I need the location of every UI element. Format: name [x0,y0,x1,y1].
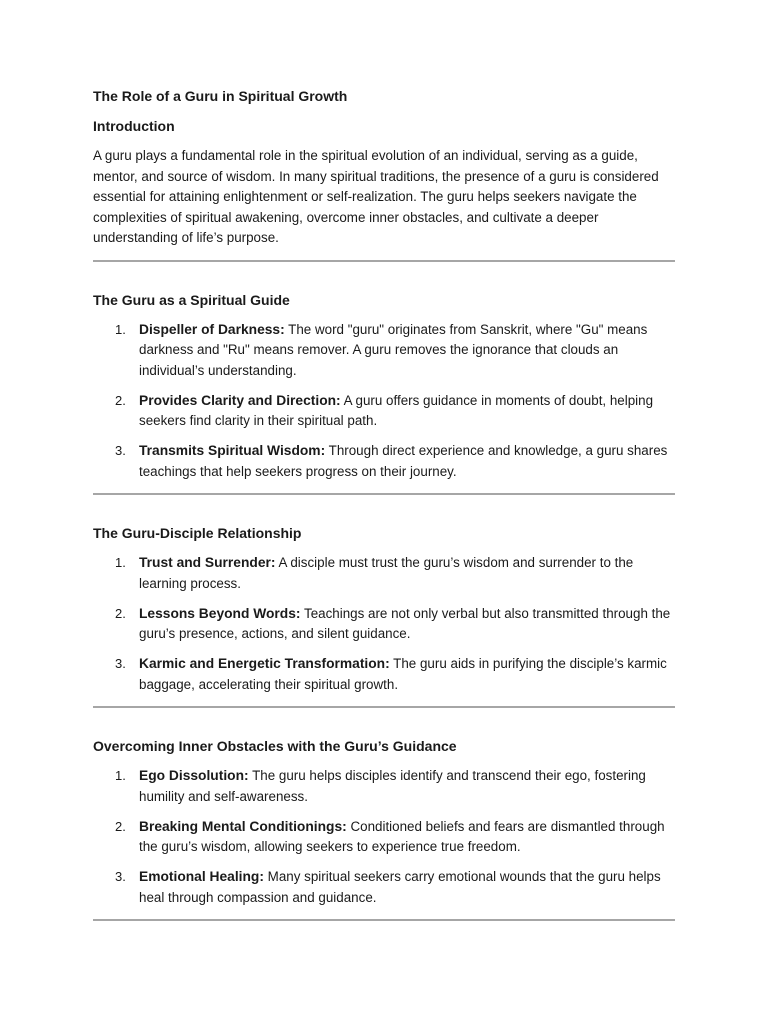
list-number: 2. [115,818,126,834]
section-divider [93,260,675,262]
item-text: Teachings are not only verbal but also transmitted through the guru’s presence, actions, and silent guidance. [139,605,671,641]
item-lead: Provides Clarity and Direction: [139,392,341,408]
item-lead: Trust and Surrender: [139,555,276,570]
list-item [93,553,675,594]
numbered-list [93,766,675,908]
list-item [93,766,675,807]
item-lead: Ego Dissolution: [139,768,249,783]
item-text: Many spiritual seekers carry emotional wounds that the guru helps heal through compassion and guidance. [139,869,661,905]
item-text: Conditioned beliefs and fears are dismantled through the guru’s wisdom, allowing seekers to experience true freedom. [139,818,665,854]
list-number: 1. [115,768,126,783]
section-divider [93,919,675,921]
list-number: 3. [115,656,126,671]
list-item [93,604,675,645]
section-heading: The Guru as a Spiritual Guide [93,291,290,308]
numbered-list [93,320,675,483]
section-guru-as-guide [93,290,675,483]
item-lead: Breaking Mental Conditionings: [139,818,347,834]
section-heading: The Guru-Disciple Relationship [93,525,302,541]
item-lead: Transmits Spiritual Wisdom: [139,443,326,458]
section-divider [93,706,675,708]
section-heading: Overcoming Inner Obstacles with the Guru’s Guidance [93,738,457,754]
section-overcoming-obstacles [93,736,675,908]
item-text: A guru offers guidance in moments of doubt, helping seekers find clarity in their spiritual path. [139,392,654,428]
list-number: 3. [115,869,126,884]
item-lead: Emotional Healing: [139,869,264,884]
item-lead: Dispeller of Darkness: [139,321,285,337]
section-divider [93,493,675,495]
list-number: 1. [115,321,126,337]
list-number: 2. [115,392,126,408]
intro-paragraph: A guru plays a fundamental role in the spiritual evolution of an individual, serving as a guide, mentor, and source of wisdom. In many spiritual traditions, the presence of a guru is considered essential for attaining enlightenment or self-realization. The guru helps seekers navigate the complexities of spiritual awakening, overcome inner obstacles, and cultivate a deeper understanding of life’s purpose. [93,148,659,245]
item-lead: Lessons Beyond Words: [139,605,301,621]
list-number: 1. [115,555,126,570]
list-item [93,867,675,908]
list-item [93,441,675,482]
list-number: 3. [115,443,126,458]
list-item [93,320,675,382]
item-text: The word "guru" originates from Sanskrit, where "Gu" means darkness and "Ru" means remover. A guru removes the ignorance that clouds an individual’s understanding. [139,321,648,378]
list-item [93,654,675,695]
numbered-list [93,553,675,695]
document-content [93,86,675,949]
item-text: A disciple must trust the guru’s wisdom and surrender to the learning process. [139,555,634,591]
list-item [93,817,675,858]
intro-heading: Introduction [93,118,175,134]
document-title: The Role of a Guru in Spiritual Growth [93,88,348,104]
list-number: 2. [115,605,126,621]
item-text: Through direct experience and knowledge, a guru shares teachings that help seekers progress on their journey. [139,443,668,479]
item-lead: Karmic and Energetic Transformation: [139,656,390,671]
item-text: The guru aids in purifying the disciple’s karmic baggage, accelerating their spiritual growth. [139,656,667,692]
section-guru-disciple [93,523,675,695]
list-item [93,391,675,432]
item-text: The guru helps disciples identify and transcend their ego, fostering humility and self-awareness. [139,768,646,804]
